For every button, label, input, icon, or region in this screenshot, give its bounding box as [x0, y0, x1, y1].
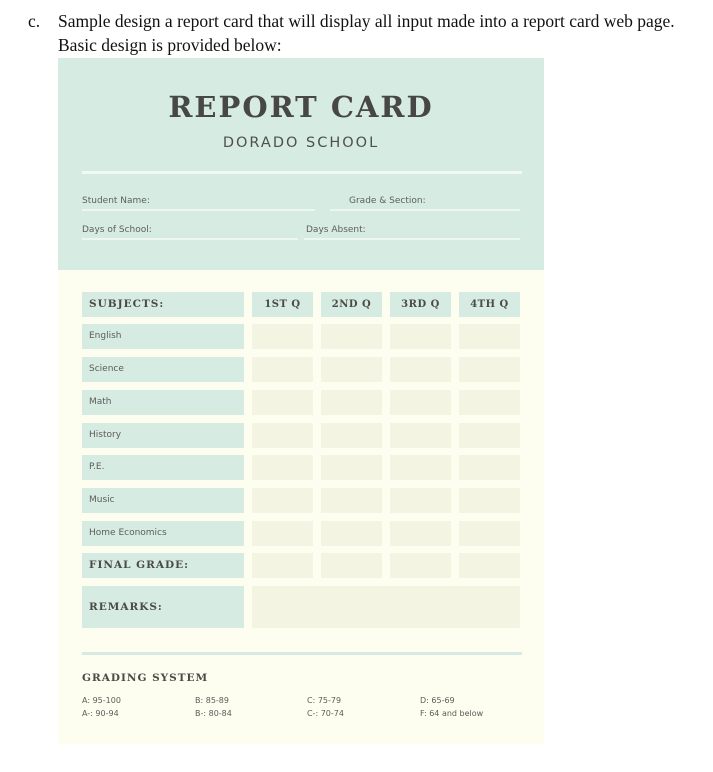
grade-scale-item: A: 95-100 — [82, 696, 121, 705]
grade-cell[interactable] — [252, 455, 313, 480]
days-absent-field[interactable] — [304, 238, 520, 240]
subject-pe: P.E. — [82, 455, 244, 480]
report-card — [58, 58, 544, 744]
final-grade-cell[interactable] — [321, 553, 382, 578]
header-divider — [82, 171, 522, 174]
quarter-header-3: 3RD Q — [390, 292, 451, 317]
grading-system-title: GRADING SYSTEM — [82, 672, 209, 684]
final-grade-cell[interactable] — [252, 553, 313, 578]
grade-cell[interactable] — [321, 488, 382, 513]
grade-cell[interactable] — [321, 324, 382, 349]
grade-scale-item: C: 75-79 — [307, 696, 342, 705]
grade-scale-item: F: 64 and below — [420, 709, 484, 718]
grade-cell[interactable] — [252, 488, 313, 513]
grade-cell[interactable] — [321, 455, 382, 480]
grade-section-label: Grade & Section: — [349, 196, 426, 206]
grade-scale-item: B: 85-89 — [195, 696, 229, 705]
grade-cell[interactable] — [321, 357, 382, 382]
grade-cell[interactable] — [252, 423, 313, 448]
final-grade-cell[interactable] — [390, 553, 451, 578]
grade-cell[interactable] — [390, 324, 451, 349]
student-name-label: Student Name: — [82, 196, 150, 206]
subject-history: History — [82, 423, 244, 448]
subject-music: Music — [82, 488, 244, 513]
days-absent-label: Days Absent: — [306, 225, 366, 235]
quarter-header-1: 1ST Q — [252, 292, 313, 317]
remarks-label: REMARKS: — [82, 586, 244, 628]
instruction-line-1: Sample design a report card that will display all input made into a report card web page. — [58, 11, 675, 31]
grade-cell[interactable] — [459, 423, 520, 448]
days-of-school-label: Days of School: — [82, 225, 152, 235]
grade-cell[interactable] — [459, 455, 520, 480]
subject-math: Math — [82, 390, 244, 415]
grade-cell[interactable] — [252, 357, 313, 382]
grade-cell[interactable] — [459, 390, 520, 415]
list-marker: c. — [28, 11, 41, 31]
final-grade-label: FINAL GRADE: — [82, 553, 244, 578]
grade-cell[interactable] — [390, 455, 451, 480]
grade-cell[interactable] — [459, 521, 520, 546]
quarter-header-2: 2ND Q — [321, 292, 382, 317]
grade-cell[interactable] — [390, 521, 451, 546]
grade-cell[interactable] — [321, 521, 382, 546]
grade-cell[interactable] — [390, 423, 451, 448]
grade-scale-item: C-: 70-74 — [307, 709, 344, 718]
subjects-header: SUBJECTS: — [82, 292, 244, 317]
report-card-title: REPORT CARD — [168, 90, 434, 124]
report-card-header — [58, 58, 544, 270]
grade-cell[interactable] — [459, 488, 520, 513]
final-grade-cell[interactable] — [459, 553, 520, 578]
grade-cell[interactable] — [321, 390, 382, 415]
grade-cell[interactable] — [390, 390, 451, 415]
remarks-field[interactable] — [252, 586, 520, 628]
school-name: DORADO SCHOOL — [222, 135, 380, 151]
subject-home-economics: Home Economics — [82, 521, 244, 546]
grade-cell[interactable] — [390, 488, 451, 513]
instruction-line-2: Basic design is provided below: — [58, 35, 282, 55]
grade-cell[interactable] — [390, 357, 451, 382]
grade-scale-item: B-: 80-84 — [195, 709, 232, 718]
grade-cell[interactable] — [459, 324, 520, 349]
grade-cell[interactable] — [321, 423, 382, 448]
subject-english: English — [82, 324, 244, 349]
subject-science: Science — [82, 357, 244, 382]
grading-divider — [82, 652, 522, 655]
grade-cell[interactable] — [252, 390, 313, 415]
quarter-header-4: 4TH Q — [459, 292, 520, 317]
days-of-school-field[interactable] — [82, 238, 298, 240]
grade-cell[interactable] — [252, 521, 313, 546]
grade-scale-item: D: 65-69 — [420, 696, 455, 705]
grade-cell[interactable] — [459, 357, 520, 382]
student-name-field[interactable] — [82, 209, 315, 211]
grade-section-field[interactable] — [330, 209, 520, 211]
grade-cell[interactable] — [252, 324, 313, 349]
grade-scale-item: A-: 90-94 — [82, 709, 119, 718]
